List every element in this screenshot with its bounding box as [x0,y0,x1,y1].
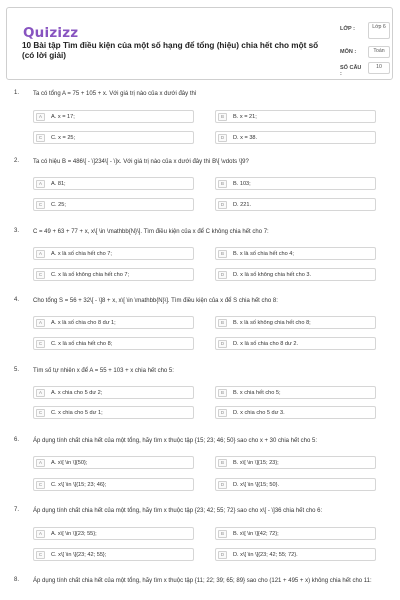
answer-option-d[interactable] [215,268,376,281]
question-text: Tìm số tự nhiên x để A = 55 + 103 + x chia hết cho 5: [33,368,174,374]
answer-option-b[interactable] [215,386,376,399]
option-letter-badge: C [36,134,45,142]
option-text: B. 103; [233,180,251,187]
answer-option-c[interactable] [33,337,194,350]
question-number: 3. [14,228,20,234]
option-letter-badge: B [218,180,227,188]
answer-option-a[interactable] [33,247,194,260]
question-number: 7. [14,507,20,513]
option-letter-badge: D [218,340,227,348]
option-text: B. x\[ \in \]{42; 72}; [233,530,279,537]
answer-option-c[interactable] [33,268,194,281]
answer-option-d[interactable] [215,548,376,561]
option-text: D. x chia cho 5 dư 3. [233,409,285,416]
option-text: B. x = 21; [233,113,257,120]
answer-option-c[interactable] [33,406,194,419]
option-text: A. x\[ \in \]{50}; [51,459,88,466]
worksheet-header [6,7,393,80]
option-letter-badge: B [218,319,227,327]
question-number: 8. [14,577,20,583]
option-letter-badge: C [36,201,45,209]
class-value: Lớp 6 [368,22,390,39]
option-text: A. x\[ \in \]{23; 55}; [51,530,97,537]
answer-option-d[interactable] [215,337,376,350]
answer-option-a[interactable] [33,177,194,190]
question-count-field [340,64,382,77]
quizizz-logo: Quizizz [23,25,79,41]
question-number: 5. [14,367,20,373]
answer-option-c[interactable] [33,198,194,211]
option-text: A. x là số chia hết cho 7; [51,250,112,257]
option-letter-badge: A [36,180,45,188]
option-letter-badge: A [36,459,45,467]
option-letter-badge: D [218,409,227,417]
option-letter-badge: A [36,113,45,121]
option-text: C. x chia cho 5 dư 1; [51,409,103,416]
answer-option-a[interactable] [33,456,194,469]
option-text: A. x = 17; [51,113,75,120]
question-number: 4. [14,297,20,303]
option-text: B. x là số chia hết cho 4; [233,250,294,257]
option-letter-badge: A [36,530,45,538]
answer-option-d[interactable] [215,131,376,144]
subject-label: MÔN : [340,49,357,55]
option-letter-badge: D [218,551,227,559]
option-letter-badge: A [36,389,45,397]
option-letter-badge: A [36,319,45,327]
option-text: D. x là số không chia hết cho 3. [233,271,312,278]
option-letter-badge: B [218,113,227,121]
worksheet-title: 10 Bài tập Tìm điều kiện của một số hạng để tổng (hiệu) chia hết cho một số (có lời giải) [22,41,319,60]
option-text: C. x là số không chia hết cho 7; [51,271,130,278]
option-text: B. x\[ \in \]{15; 23}; [233,459,279,466]
option-letter-badge: C [36,551,45,559]
option-letter-badge: C [36,409,45,417]
option-text: A. x chia cho 5 dư 2; [51,389,103,396]
answer-option-b[interactable] [215,316,376,329]
answer-option-a[interactable] [33,386,194,399]
question-count-value: 10 [368,62,390,74]
question-number: 6. [14,437,20,443]
answer-option-b[interactable] [215,177,376,190]
option-letter-badge: B [218,530,227,538]
answer-option-a[interactable] [33,110,194,123]
option-letter-badge: D [218,271,227,279]
subject-value: Toán [368,46,390,58]
option-letter-badge: A [36,250,45,258]
option-letter-badge: D [218,134,227,142]
option-letter-badge: C [36,481,45,489]
option-text: C. x là số chia hết cho 8; [51,340,113,347]
option-letter-badge: B [218,250,227,258]
answer-option-d[interactable] [215,406,376,419]
option-text: D. x = 38. [233,134,258,141]
option-letter-badge: B [218,459,227,467]
question-number: 2. [14,158,20,164]
question-text: Ta có hiệu B = 486\[ - \]234\[ - \]x. Với giá trị nào của x dưới đây thì B\[ \vdots \]9? [33,159,249,165]
question-text: Áp dụng tính chất chia hết của một tổng, hãy tìm x thuộc tập {15; 23; 46; 50} sao cho x + 30 chia hết cho 5: [33,438,318,444]
answer-option-b[interactable] [215,110,376,123]
question-text: Ta có tổng A = 75 + 105 + x. Với giá trị nào của x dưới đây thì [33,91,197,97]
option-text: C. 25; [51,201,66,208]
question-text: Áp dụng tính chất chia hết của một tổng, hãy tìm x thuộc tập {23; 42; 55; 72} sao cho x\[ - \]36 chia hết cho 6: [33,508,323,514]
answer-option-c[interactable] [33,548,194,561]
answer-option-d[interactable] [215,198,376,211]
answer-option-b[interactable] [215,247,376,260]
question-count-label: SỐ CÂU : [340,65,362,77]
answer-option-a[interactable] [33,316,194,329]
option-text: D. x\[ \in \]{15; 50}. [233,481,280,488]
question-number: 1. [14,90,20,96]
answer-option-d[interactable] [215,478,376,491]
option-letter-badge: C [36,271,45,279]
answer-option-c[interactable] [33,478,194,491]
option-text: C. x\[ \in \]{23; 42; 55}; [51,551,107,558]
question-text: C = 49 + 63 + 77 + x, x\[ \in \mathbb{N}\]. Tìm điều kiện của x để C không chia hết cho 7: [33,229,269,235]
option-letter-badge: C [36,340,45,348]
option-letter-badge: D [218,481,227,489]
answer-option-b[interactable] [215,456,376,469]
answer-option-b[interactable] [215,527,376,540]
option-text: A. x là số chia cho 8 dư 1; [51,319,116,326]
class-field [340,24,386,32]
option-text: B. x là số không chia hết cho 8; [233,319,311,326]
class-label: LỚP : [340,26,355,32]
option-text: D. x là số chia cho 8 dư 2. [233,340,298,347]
option-text: C. x = 25; [51,134,76,141]
option-letter-badge: B [218,389,227,397]
option-letter-badge: D [218,201,227,209]
option-text: A. 81; [51,180,66,187]
answer-option-a[interactable] [33,527,194,540]
option-text: D. x\[ \in \]{23; 42; 55; 72}. [233,551,298,558]
option-text: D. 221. [233,201,252,208]
option-text: C. x\[ \in \]{15; 23; 46}; [51,481,107,488]
answer-option-c[interactable] [33,131,194,144]
subject-field [340,48,385,55]
option-text: B. x chia hết cho 5; [233,389,281,396]
question-text: Cho tổng S = 56 + 32\[ - \]8 + x, x\[ \in \mathbb{N}\]. Tìm điều kiện của x để S chia hết cho 8: [33,298,278,304]
question-text: Áp dụng tính chất chia hết của một tổng, hãy tìm x thuộc tập {11; 22; 39; 65; 89} sao cho (121 + 495 + x) không chia hết cho 11: [33,578,372,584]
